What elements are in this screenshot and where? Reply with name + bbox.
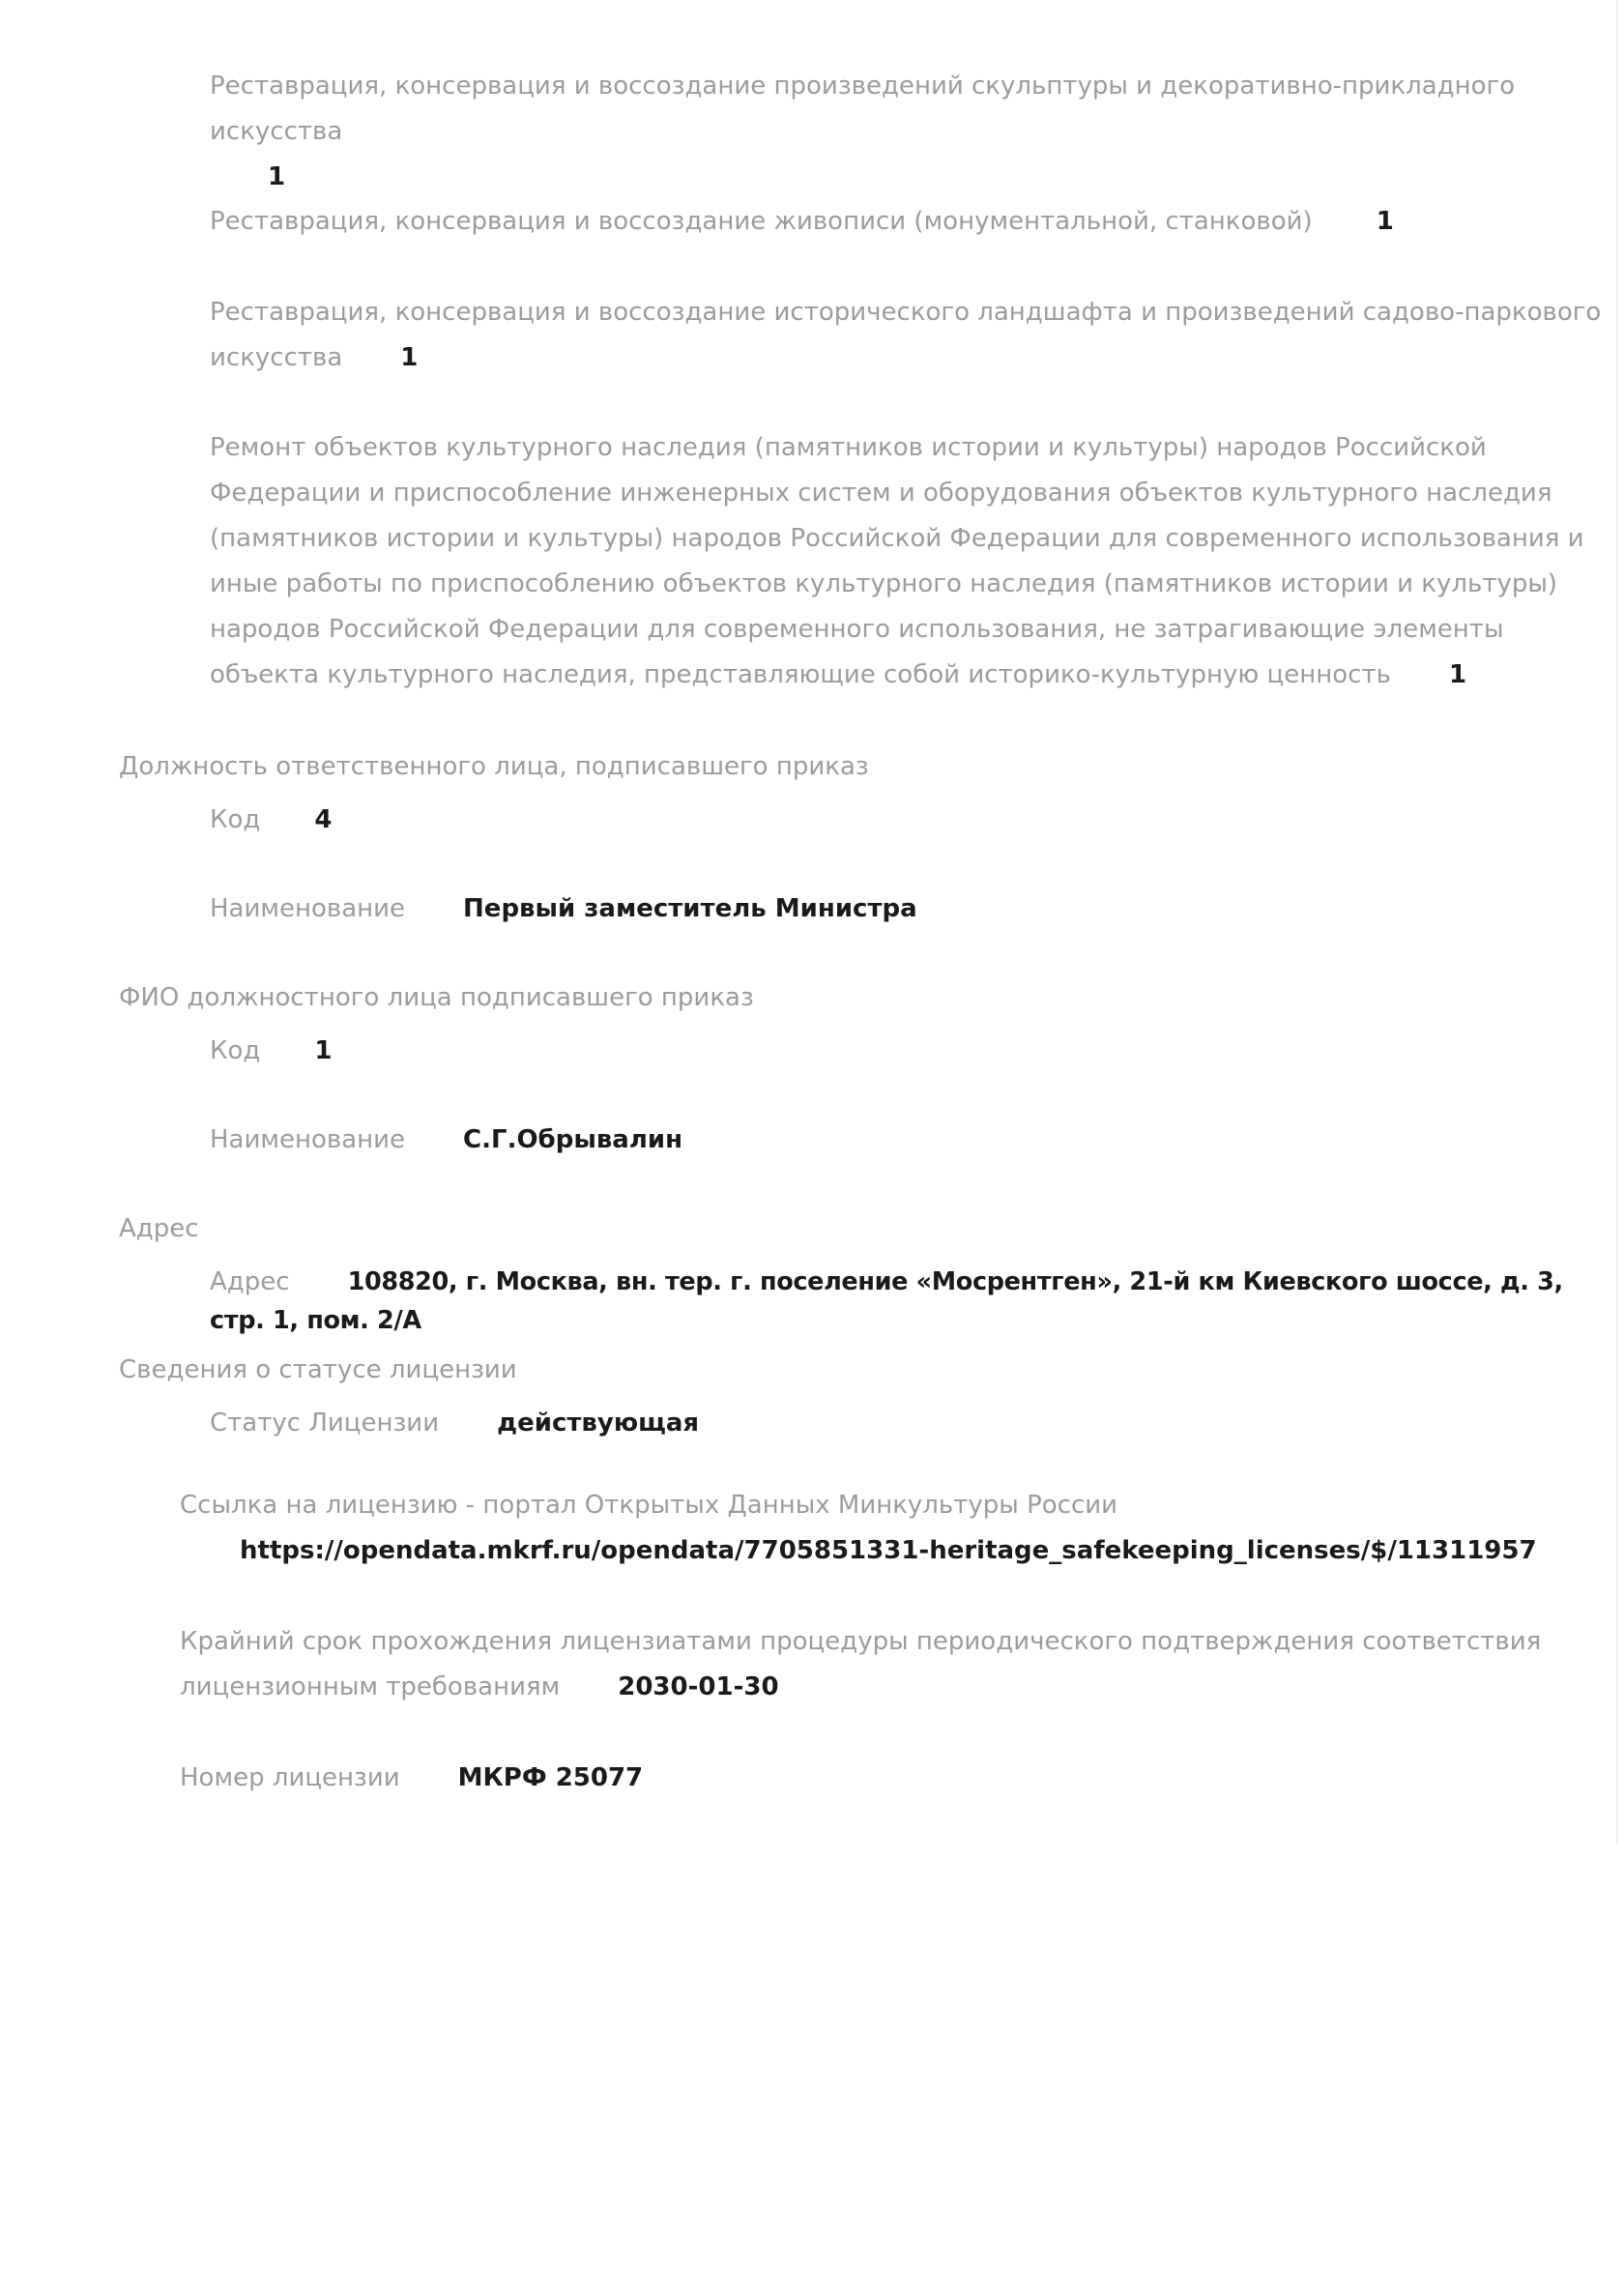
license-link-field bbox=[180, 1483, 1610, 1574]
name-value: С.Г.Обрывалин bbox=[463, 1125, 683, 1154]
address-section-title: Адрес bbox=[119, 1214, 199, 1243]
right-divider bbox=[1616, 0, 1618, 1845]
license-link-label: Ссылка на лицензию - портал Открытых Данных Минкультуры России bbox=[180, 1491, 1118, 1520]
code-label: Код bbox=[210, 805, 261, 834]
license-link-value[interactable]: https://opendata.mkrf.ru/opendata/7705851331-heritage_safekeeping_licenses/$/11311957 bbox=[240, 1536, 1537, 1565]
work-type-label: Реставрация, консервация и воссоздание произведений скульптуры и декоративно-прикладного искусства bbox=[210, 72, 1516, 146]
license-number-value: МКРФ 25077 bbox=[457, 1763, 644, 1792]
signer-name-code-field bbox=[210, 1032, 1602, 1070]
work-type-item bbox=[210, 199, 1602, 245]
license-status-section-title: Сведения о статусе лицензии bbox=[119, 1355, 517, 1384]
deadline-value: 2030-01-30 bbox=[618, 1672, 779, 1701]
status-label: Статус Лицензии bbox=[210, 1409, 440, 1438]
address-value: 108820, г. Москва, вн. тер. г. поселение «Мосрентген», 21-й км Киевского шоссе, д. 3, стр. 1, пом. 2/А bbox=[210, 1267, 1563, 1335]
address-label: Адрес bbox=[210, 1267, 290, 1296]
work-type-value: 1 bbox=[1376, 207, 1394, 236]
license-number-label: Номер лицензии bbox=[180, 1763, 400, 1792]
name-label: Наименование bbox=[210, 1125, 406, 1154]
code-value: 1 bbox=[314, 1036, 333, 1065]
work-type-label: Реставрация, консервация и воссоздание исторического ландшафта и произведений садово-паркового искусства bbox=[210, 298, 1602, 372]
work-type-value: 1 bbox=[1448, 660, 1467, 689]
work-type-label: Ремонт объектов культурного наследия (памятников истории и культуры) народов Российской Федерации и приспособление инженерных систем и оборудования объектов культурного наследия (памятников истории и культуры) народов Российской Федерации для современного использования и иные работы по приспособлению объектов культурного наследия (памятников истории и культуры) народов Российской Федерации для современного использования, не затрагивающие элементы объекта культурного наследия, представляющие собой историко-культурную ценность bbox=[210, 433, 1584, 689]
deadline-field bbox=[180, 1619, 1610, 1710]
signer-position-code-field bbox=[210, 800, 1602, 839]
signer-name-name-field bbox=[210, 1120, 1602, 1159]
status-value: действующая bbox=[497, 1409, 700, 1438]
signer-position-section-title: Должность ответственного лица, подписавшего приказ bbox=[119, 752, 869, 781]
code-value: 4 bbox=[314, 805, 333, 834]
work-type-value: 1 bbox=[268, 162, 286, 191]
deadline-label: Крайний срок прохождения лицензиатами процедуры периодического подтверждения соответствия лицензионным требованиям bbox=[180, 1627, 1542, 1701]
work-type-item bbox=[210, 64, 1602, 200]
code-label: Код bbox=[210, 1036, 261, 1065]
work-type-item bbox=[210, 425, 1602, 698]
work-type-label: Реставрация, консервация и воссоздание живописи (монументальной, станковой) bbox=[210, 207, 1313, 236]
signer-position-name-field bbox=[210, 889, 1602, 928]
signer-name-section-title: ФИО должностного лица подписавшего приказ bbox=[119, 983, 754, 1012]
license-number-field bbox=[180, 1756, 1610, 1801]
license-status-field bbox=[210, 1404, 1602, 1442]
work-type-item bbox=[210, 290, 1602, 381]
name-value: Первый заместитель Министра bbox=[463, 894, 917, 923]
name-label: Наименование bbox=[210, 894, 406, 923]
work-type-value: 1 bbox=[400, 343, 419, 372]
address-field bbox=[210, 1263, 1621, 1340]
